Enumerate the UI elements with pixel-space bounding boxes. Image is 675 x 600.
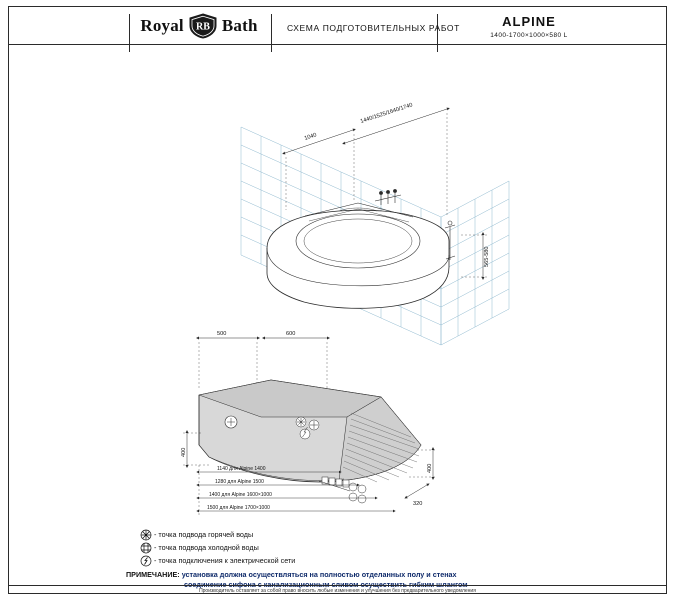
model-size: 1400-1700×1000×580 L bbox=[490, 32, 568, 39]
bath-top-view bbox=[267, 203, 449, 308]
dim-top-inner-label: 1040 bbox=[303, 132, 318, 142]
scheme-title: СХЕМА ПОДГОТОВИТЕЛЬНЫХ РАБОТ bbox=[287, 23, 460, 33]
brand-logo bbox=[129, 11, 269, 41]
footer-divider bbox=[9, 585, 666, 586]
note-lead: ПРИМЕЧАНИЕ: bbox=[126, 570, 180, 579]
hot-water-icon bbox=[138, 529, 154, 541]
legend-item-hot bbox=[138, 528, 558, 541]
installation-note bbox=[126, 570, 566, 589]
dim-top-height-label: 565-580 bbox=[484, 246, 490, 267]
legend bbox=[138, 528, 558, 567]
technical-drawing bbox=[9, 45, 666, 535]
svg-text:RB: RB bbox=[195, 21, 210, 33]
dim-row-0: 1140 для Alpine 1400 bbox=[217, 466, 266, 472]
note-line-2: соединение сифона с канализационным сливом осуществить гибким шлангом bbox=[184, 579, 468, 589]
dim-row-3: 1500 для Alpine 1700×1000 bbox=[207, 505, 270, 511]
legend-label-hot: - точка подвода горячей воды bbox=[154, 530, 254, 539]
model-name: ALPINE bbox=[502, 14, 556, 29]
legend-label-cold: - точка подвода холодной воды bbox=[154, 543, 259, 552]
dim-row-1: 1280 для Alpine 1500 bbox=[215, 479, 264, 485]
dim-320-label: 320 bbox=[413, 501, 423, 507]
drawing-canvas bbox=[9, 45, 666, 535]
legend-label-electric: - точка подключения к электрической сети bbox=[154, 556, 296, 565]
logo-text-right: Bath bbox=[221, 16, 258, 35]
dim-500-label: 500 bbox=[217, 331, 227, 337]
cold-water-icon bbox=[309, 420, 319, 430]
electric-icon bbox=[138, 555, 154, 567]
hot-water-icon bbox=[296, 417, 306, 427]
dim-right-400-label: 400 bbox=[427, 463, 433, 473]
dim-row-2: 1400 для Alpine 1600×1000 bbox=[209, 492, 272, 498]
footer-disclaimer: Производитель оставляет за собой право вносить любые изменения и улучшения без предварительного уведомления bbox=[199, 588, 476, 594]
legend-item-cold bbox=[138, 541, 558, 554]
dim-600-label: 600 bbox=[286, 331, 296, 337]
legend-item-electric bbox=[138, 554, 558, 567]
shield-icon bbox=[188, 13, 218, 39]
title-block bbox=[9, 7, 666, 45]
logo-text-left: Royal bbox=[140, 16, 184, 35]
note-line-1: установка должна осуществляться на полностью отделанных полу и стенах bbox=[179, 570, 457, 579]
dim-left-400-label: 400 bbox=[181, 447, 187, 457]
cold-water-icon bbox=[138, 542, 154, 554]
dim-top-outer-label: 1440/1525/1640/1740 bbox=[359, 102, 414, 125]
